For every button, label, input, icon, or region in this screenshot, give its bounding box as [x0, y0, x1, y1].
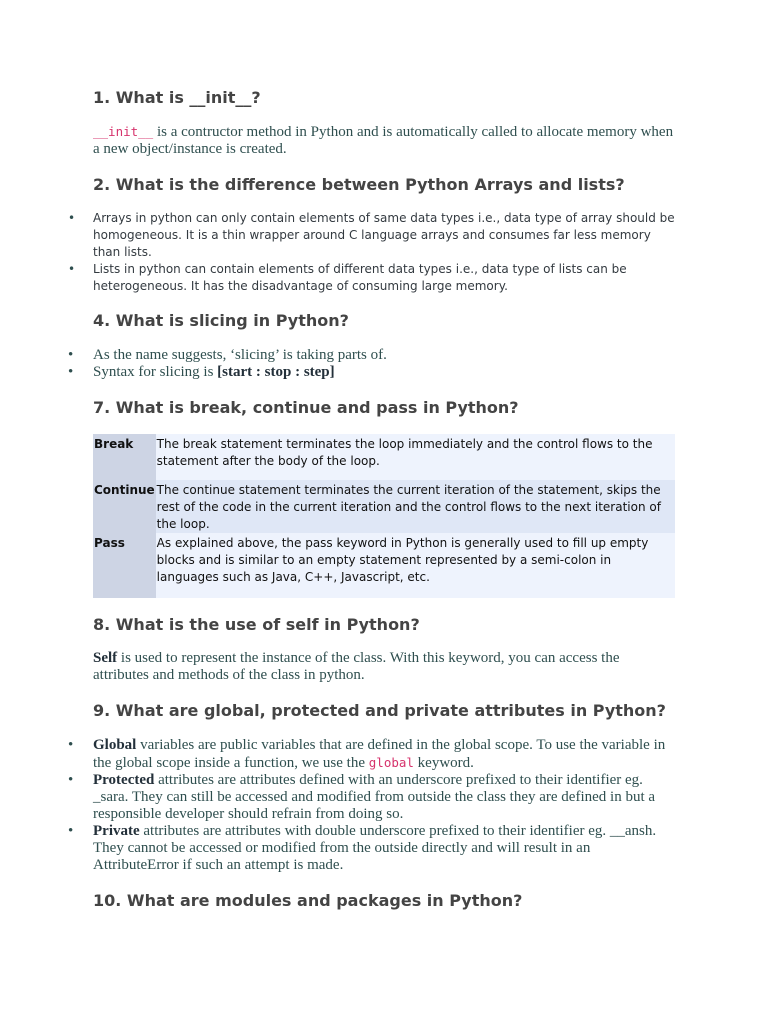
bullet-icon: •	[68, 262, 76, 276]
list-item-text: As the name suggests, ‘slicing’ is taking parts of.	[93, 347, 387, 363]
list-item-text: Lists in python can contain elements of different data types i.e., data type of lists can be heterogeneous. It has the disadvantage of consuming large memory.	[93, 262, 627, 293]
global-tail: keyword.	[413, 755, 474, 771]
bullet-icon: •	[68, 364, 74, 380]
answer-q8	[93, 650, 675, 684]
list-item	[68, 210, 675, 261]
list-item-text: Arrays in python can only contain elements of same data types i.e., data type of array should be homogeneous. It is a thin wrapper around C language arrays and consumes far less memory than lists.	[93, 211, 675, 259]
heading-q9: 9. What are global, protected and private attributes in Python?	[93, 701, 666, 720]
list-item	[68, 261, 675, 295]
table-desc: As explained above, the pass keyword in Python is generally used to fill up empty blocks and is similar to an empty statement represented by a semi-colon in languages such as Java, C++, Javascript, etc.	[156, 533, 675, 598]
table-key: Continue	[93, 480, 156, 533]
global-text: variables are public variables that are defined in the global scope. To use the variable in the global scope inside a function, we use the	[93, 737, 666, 771]
bullet-icon: •	[68, 347, 74, 363]
heading-q1: 1. What is __init__?	[93, 88, 261, 107]
table-desc: The break statement terminates the loop immediately and the control flows to the statement after the body of the loop.	[156, 434, 675, 480]
list-item	[68, 347, 675, 364]
slice-syntax: [start : stop : step]	[217, 364, 335, 380]
list-item	[68, 737, 675, 772]
list-q9	[68, 737, 675, 874]
heading-q7: 7. What is break, continue and pass in Python?	[93, 398, 519, 417]
answer-q8-text: is used to represent the instance of the class. With this keyword, you can access the attributes and methods of the class in python.	[93, 650, 620, 683]
list-q2	[68, 210, 675, 295]
protected-text: attributes are attributes defined with an underscore prefixed to their identifier eg. _sara. They can still be accessed and modified from outside the class they are defined in but a responsible developer should refrain from doing so.	[93, 772, 656, 822]
answer-q1	[93, 123, 675, 158]
bullet-icon: •	[68, 772, 74, 788]
heading-q4: 4. What is slicing in Python?	[93, 311, 349, 330]
answer-q1-text: is a contructor method in Python and is automatically called to allocate memory when a new object/instance is created.	[93, 124, 674, 157]
document-page	[68, 88, 675, 911]
heading-q2: 2. What is the difference between Python Arrays and lists?	[93, 175, 625, 194]
bullet-icon: •	[68, 211, 76, 225]
list-item	[68, 823, 675, 874]
heading-q8: 8. What is the use of self in Python?	[93, 615, 420, 634]
bullet-icon: •	[68, 737, 74, 753]
heading-q10: 10. What are modules and packages in Python?	[93, 891, 523, 910]
table-row	[93, 434, 675, 480]
global-label: Global	[93, 737, 137, 753]
self-keyword: Self	[93, 650, 118, 666]
list-item-text: Syntax for slicing is	[93, 364, 218, 380]
table-key: Break	[93, 434, 156, 480]
list-item	[68, 772, 675, 823]
private-label: Private	[93, 823, 140, 839]
table-desc: The continue statement terminates the current iteration of the statement, skips the rest of the code in the current iteration and the control flows to the next iteration of the loop.	[156, 480, 675, 533]
list-q4	[68, 347, 675, 381]
table-row	[93, 480, 675, 533]
init-code: __init__	[93, 124, 154, 139]
global-code: global	[368, 755, 414, 770]
table-key: Pass	[93, 533, 156, 598]
bullet-icon: •	[68, 823, 74, 839]
table-row	[93, 533, 675, 598]
list-item	[68, 364, 675, 381]
private-text: attributes are attributes with double underscore prefixed to their identifier eg. __ansh. They cannot be accessed or modified from the outside directly and will result in an AttributeError if such an attempt is made.	[93, 823, 657, 873]
keyword-table	[93, 434, 675, 598]
protected-label: Protected	[93, 772, 155, 788]
